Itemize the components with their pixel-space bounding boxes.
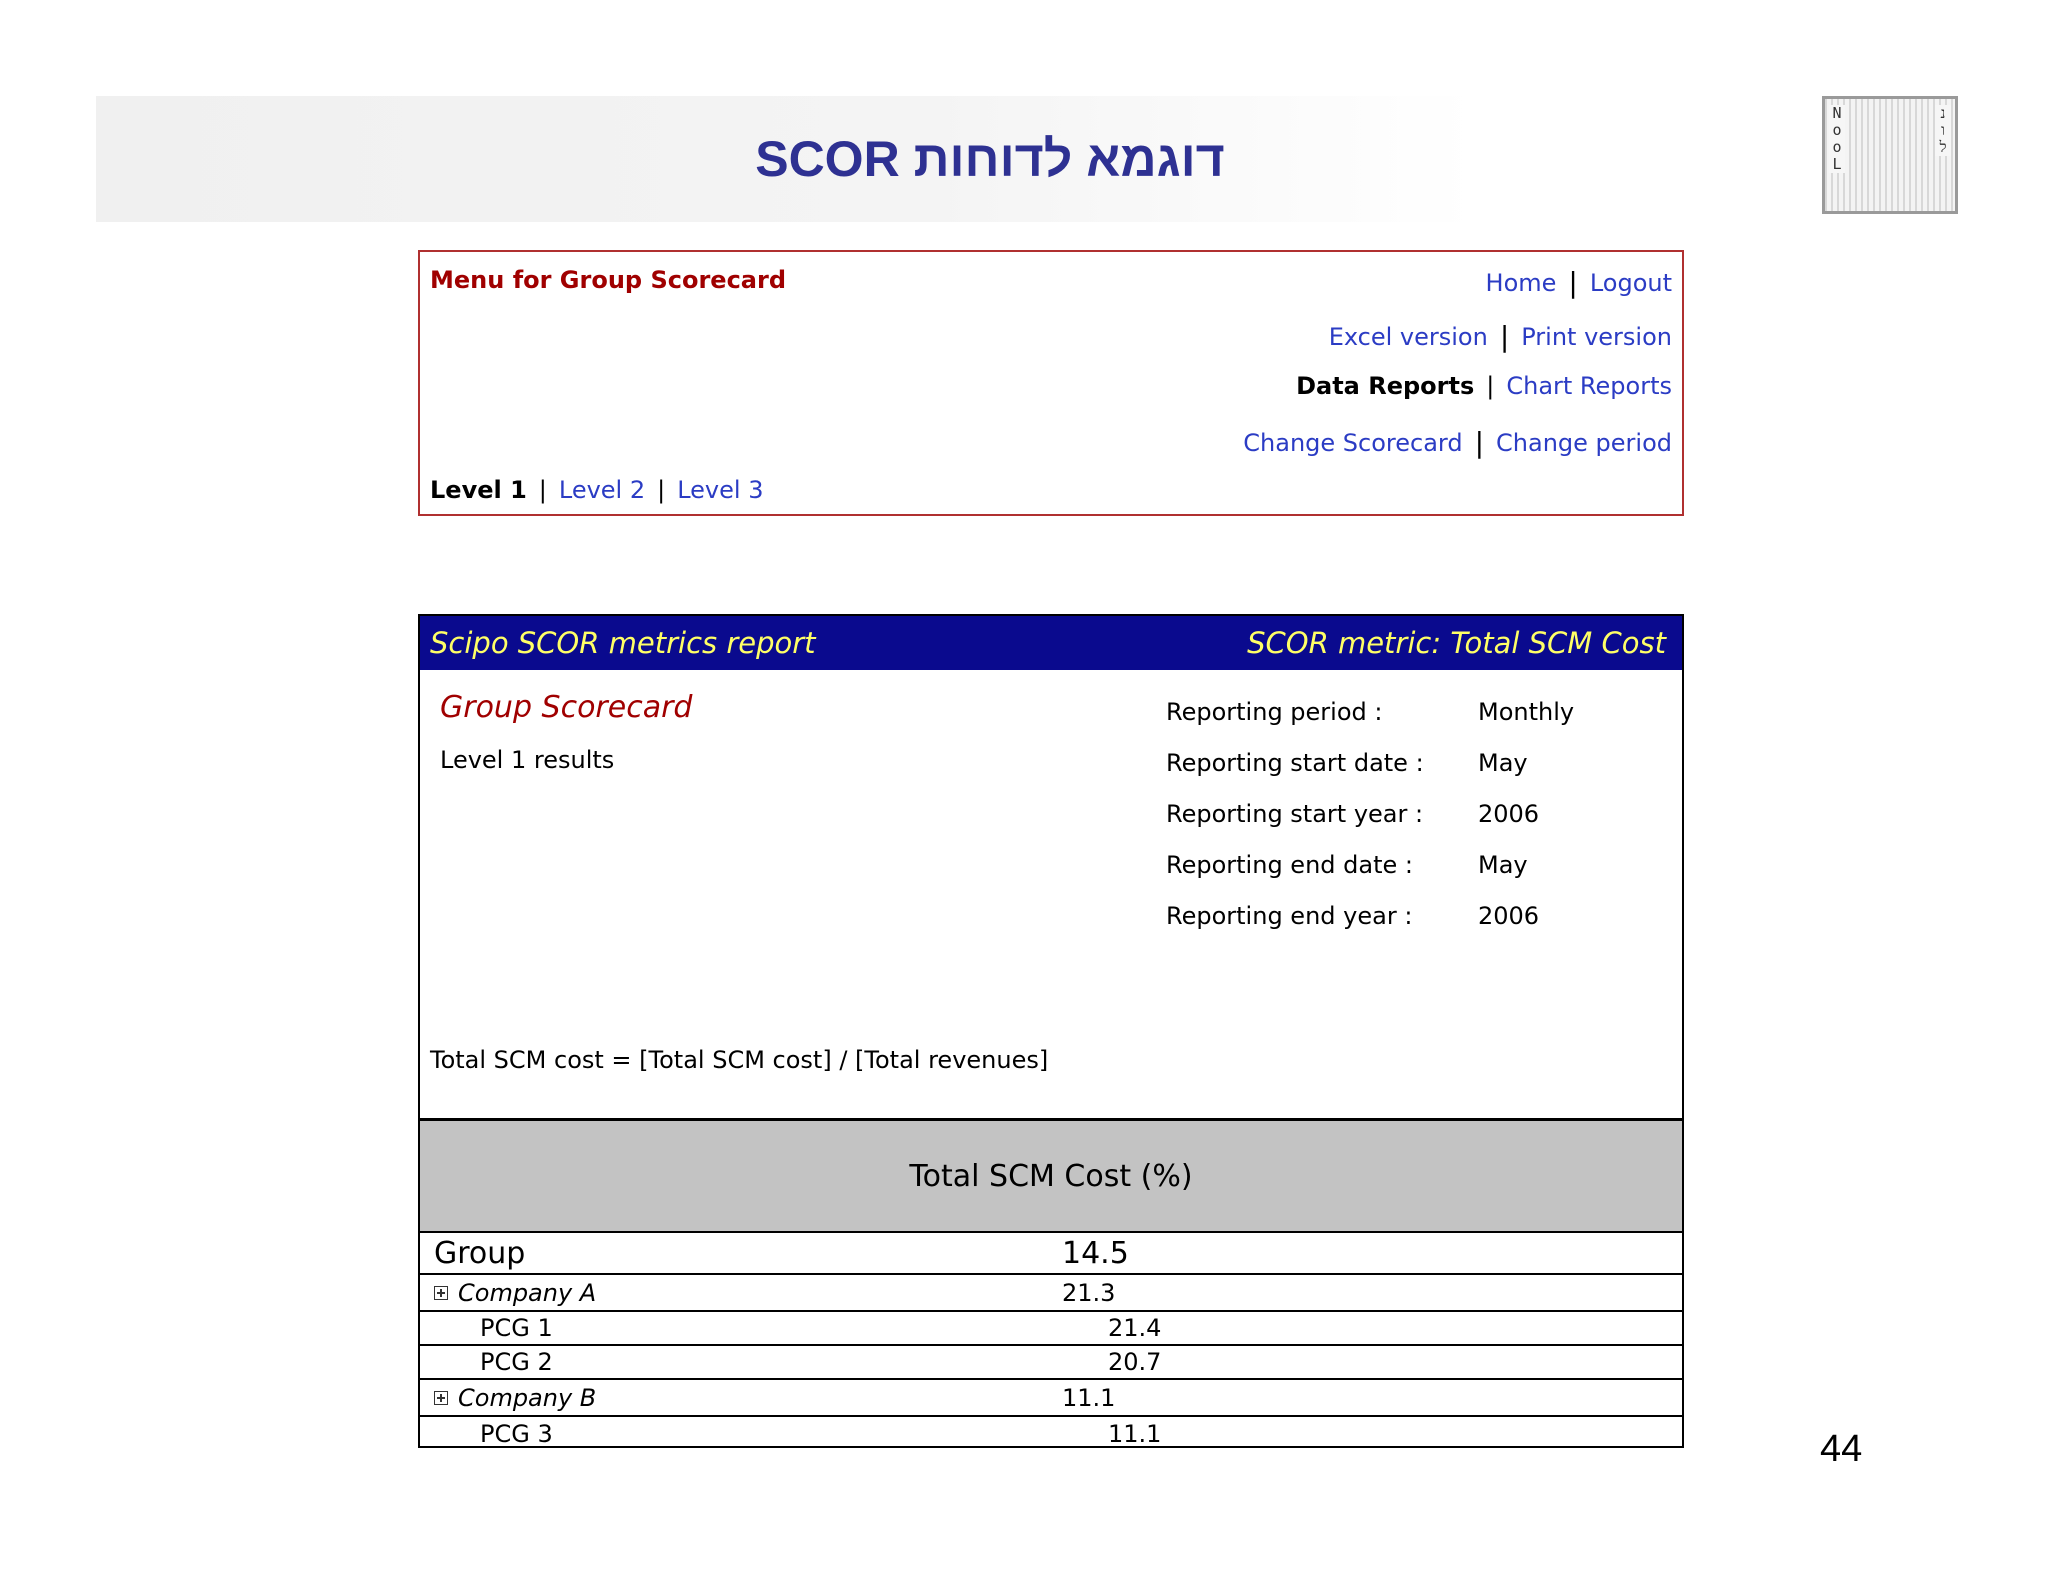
table-row-pcg3: [420, 1417, 1682, 1450]
table-row-company-b: [420, 1380, 1682, 1417]
scor-metrics-report: [418, 614, 1684, 1448]
period-label: Reporting start date :: [1166, 748, 1424, 777]
table-row-pcg2: [420, 1346, 1682, 1380]
logout-link[interactable]: Logout: [1589, 268, 1672, 297]
row-value: 14.5: [1062, 1235, 1129, 1271]
menu-separator: |: [538, 476, 547, 504]
menu-separator: |: [1486, 372, 1495, 400]
period-row: [1166, 686, 1574, 737]
page-number: 44: [1820, 1428, 1863, 1470]
metric-results-table: [420, 1233, 1682, 1450]
menu-title: Menu for Group Scorecard: [430, 266, 787, 294]
period-value: May: [1478, 748, 1528, 777]
group-scorecard-title: Group Scorecard: [440, 690, 693, 725]
period-row: [1166, 890, 1574, 941]
change-scorecard-link[interactable]: Change Scorecard: [1243, 428, 1463, 457]
row-name[interactable]: Company A: [458, 1278, 597, 1307]
slide-title: דוגמא לדוחות SCOR: [755, 131, 1225, 187]
period-value: 2006: [1478, 901, 1540, 930]
row-name: PCG 3: [480, 1419, 553, 1448]
row-name[interactable]: Company B: [458, 1383, 597, 1412]
row-value: 21.3: [1062, 1278, 1116, 1307]
period-label: Reporting end year :: [1166, 901, 1413, 930]
menu-row-versions: [1329, 320, 1672, 353]
row-name-wrapper: [420, 1384, 1062, 1412]
period-row: [1166, 788, 1574, 839]
table-row-pcg1: [420, 1312, 1682, 1346]
row-name: Group: [434, 1235, 526, 1271]
period-row: [1166, 839, 1574, 890]
period-row: [1166, 737, 1574, 788]
period-value: 2006: [1478, 799, 1540, 828]
period-label: Reporting end date :: [1166, 850, 1413, 879]
row-name: PCG 2: [480, 1348, 553, 1376]
period-label: Reporting start year :: [1166, 799, 1424, 828]
row-value: 11.1: [1062, 1383, 1116, 1412]
row-value: 20.7: [1108, 1348, 1162, 1376]
home-link[interactable]: Home: [1485, 268, 1557, 297]
menu-row-change: [1243, 426, 1672, 459]
menu-separator: |: [1499, 320, 1510, 353]
period-value: May: [1478, 850, 1528, 879]
period-label: Reporting period :: [1166, 697, 1383, 726]
report-header-title: Scipo SCOR metrics report: [430, 626, 816, 660]
print-version-link[interactable]: Print version: [1521, 322, 1672, 351]
row-value: 11.1: [1108, 1419, 1162, 1448]
reporting-period-info: [1166, 686, 1574, 941]
level-2-link[interactable]: Level 2: [558, 476, 646, 504]
menu-row-reports: [1296, 372, 1672, 400]
level-selector: [430, 476, 763, 504]
row-value: 21.4: [1108, 1314, 1162, 1342]
report-header: [420, 616, 1682, 670]
excel-version-link[interactable]: Excel version: [1328, 322, 1488, 351]
menu-row-home: [1486, 266, 1672, 299]
period-value: Monthly: [1478, 697, 1575, 726]
data-reports-current: Data Reports: [1296, 372, 1475, 400]
menu-separator: |: [1568, 266, 1578, 299]
row-name: PCG 1: [480, 1314, 553, 1342]
expand-plus-icon[interactable]: [434, 1391, 448, 1405]
level-1-current: Level 1: [430, 476, 527, 504]
change-period-link[interactable]: Change period: [1496, 428, 1672, 457]
scorecard-menu: [418, 250, 1684, 516]
table-row-group: [420, 1233, 1682, 1275]
nool-logo-icon: [1822, 96, 1958, 214]
report-header-metric: SCOR metric: Total SCM Cost: [1247, 626, 1666, 660]
table-row-company-a: [420, 1275, 1682, 1312]
metric-column-header: Total SCM Cost (%): [420, 1121, 1682, 1233]
metric-formula: Total SCM cost = [Total SCM cost] / [Total revenues]: [430, 1046, 1049, 1074]
expand-plus-icon[interactable]: [434, 1286, 448, 1300]
level-3-link[interactable]: Level 3: [677, 476, 764, 504]
menu-separator: |: [1474, 426, 1485, 459]
level-results-label: Level 1 results: [440, 746, 615, 774]
logo-letters-right: נ ו ל: [1935, 105, 1951, 156]
logo-letters-left: N o o L: [1829, 105, 1845, 173]
menu-separator: |: [657, 476, 666, 504]
chart-reports-link[interactable]: Chart Reports: [1506, 372, 1672, 400]
row-name-wrapper: [420, 1279, 1062, 1307]
